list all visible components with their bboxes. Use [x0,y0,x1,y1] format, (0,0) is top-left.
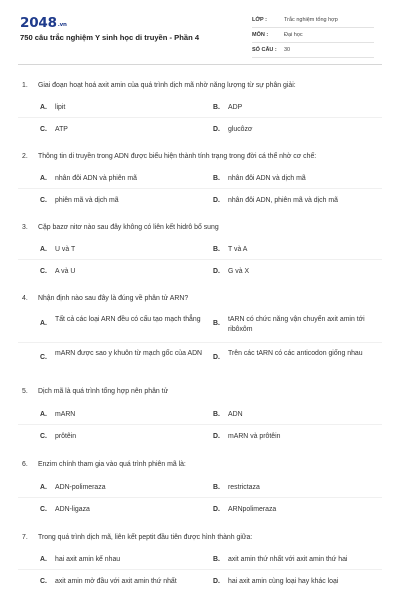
option-text: phiên mã và dịch mã [55,197,119,204]
option-text: nhân đôi ADN và dịch mã [228,175,306,182]
question-body: Trong quá trình dịch mã, liên kết peptit đầu tiên được hình thành giữa: [38,534,253,541]
option-key: D. [213,268,220,275]
option-key: C. [40,126,47,133]
option-key: D. [213,506,220,513]
option-text: lipit [55,104,66,111]
question-number: 4. [22,295,28,302]
question-text [22,534,252,541]
meta-value: Đại học [284,32,303,38]
option-key: C. [40,354,47,361]
option-key: D. [213,126,220,133]
option-key: A. [40,484,47,491]
question-text [22,224,219,231]
option-key: C. [40,268,47,275]
option-text: tARN có chức năng vận chuyển axit amin tới ribôxôm [228,316,365,333]
option-key: B. [213,320,220,327]
question-number: 7. [22,534,28,541]
option-divider [18,569,382,570]
question-text [22,153,316,160]
option-text: mARN được sao y khuôn từ mạch gốc của ADN [55,350,203,357]
question-number: 1. [22,82,28,89]
option-key: C. [40,433,47,440]
option-key: C. [40,506,47,513]
meta-label: LỚP : [252,17,267,23]
option-text: Trên các tARN có các anticodon giống nhau [228,350,363,357]
question-body: Thông tin di truyền trong ADN được biểu hiện thành tính trạng trong đời cá thể nhờ cơ chế: [38,153,317,160]
option-a[interactable] [40,315,203,337]
option-divider [18,259,382,260]
option-text: mARN [55,411,76,418]
option-key: D. [213,197,220,204]
meta-value: Trắc nghiệm tổng hợp [284,17,338,23]
option-text: ADN-polimeraza [55,484,106,491]
option-text: ATP [55,126,68,133]
option-text: ADP [228,104,243,111]
option-key: B. [213,104,220,111]
option-text: prôtêin [55,433,77,440]
option-key: C. [40,578,47,585]
option-divider [18,117,382,118]
option-key: D. [213,578,220,585]
option-text: glucôzơ [228,126,253,133]
question-text [22,388,168,395]
option-text: U và T [55,246,76,253]
option-text: ARNpolimeraza [228,506,277,513]
option-divider [18,342,382,343]
option-key: B. [213,484,220,491]
option-key: B. [213,175,220,182]
meta-table [252,13,374,58]
option-b[interactable] [213,315,383,337]
question-body: Cặp bazơ nitơ nào sau đây không có liên kết hidrô bổ sung [38,224,219,231]
header-divider [18,64,382,65]
option-text: G và X [228,268,250,275]
meta-row-question-count [252,43,374,58]
option-key: A. [40,556,47,563]
question-text [22,461,186,468]
question-number: 6. [22,461,28,468]
option-key: B. [213,246,220,253]
option-key: B. [213,411,220,418]
option-text: ADN-ligaza [55,506,90,513]
option-key: D. [213,354,220,361]
option-text: nhân đôi ADN, phiên mã và dịch mã [228,197,338,204]
meta-value: 30 [284,47,291,53]
option-text: hai axit amin cùng loại hay khác loại [228,578,339,585]
document-title: 750 câu trắc nghiệm Y sinh học di truyền - Phần 4 [20,33,200,42]
option-text: axit amin thứ nhất với axit amin thứ hai [228,556,348,563]
option-divider [18,188,382,189]
option-key: A. [40,104,47,111]
option-text: restrictaza [228,484,260,491]
option-divider [18,497,382,498]
option-key: B. [213,556,220,563]
meta-row-subject [252,28,374,43]
option-text: nhân đôi ADN và phiên mã [55,175,137,182]
option-text: T và A [228,246,248,253]
option-text: hai axit amin kế nhau [55,556,121,563]
option-text: Tất cả các loại ARN đều có cấu tạo mạch thẳng [55,316,201,323]
question-number: 5. [22,388,28,395]
meta-row-class [252,13,374,28]
option-d[interactable] [213,349,383,371]
logo-main: 2048 [20,15,57,31]
question-body: Giai đoạn hoạt hoá axit amin của quá trình dịch mã nhờ năng lượng từ sự phân giải: [38,82,296,89]
option-key: A. [40,175,47,182]
question-text [22,295,188,302]
option-text: mARN và prôtêin [228,433,281,440]
question-number: 3. [22,224,28,231]
question-text [22,82,296,89]
question-number: 2. [22,153,28,160]
question-body: Dịch mã là quá trình tổng hợp nên phân tử [38,388,169,395]
logo-tld: .vn [57,22,67,28]
meta-label: SỐ CÂU : [252,47,277,53]
option-text: axit amin mở đầu với axit amin thứ nhất [55,578,177,585]
option-key: A. [40,411,47,418]
option-c[interactable] [40,349,203,371]
option-key: C. [40,197,47,204]
question-body: Enzim chính tham gia vào quá trình phiên mã là: [38,461,186,468]
option-text: A và U [55,268,76,275]
option-text: ADN [228,411,243,418]
question-body: Nhận định nào sau đây là đúng về phân tử ARN? [38,295,189,302]
option-key: A. [40,320,47,327]
option-key: A. [40,246,47,253]
page-header [0,0,400,72]
meta-label: MÔN : [252,32,269,38]
option-key: D. [213,433,220,440]
option-divider [18,424,382,425]
site-logo[interactable] [20,15,67,31]
